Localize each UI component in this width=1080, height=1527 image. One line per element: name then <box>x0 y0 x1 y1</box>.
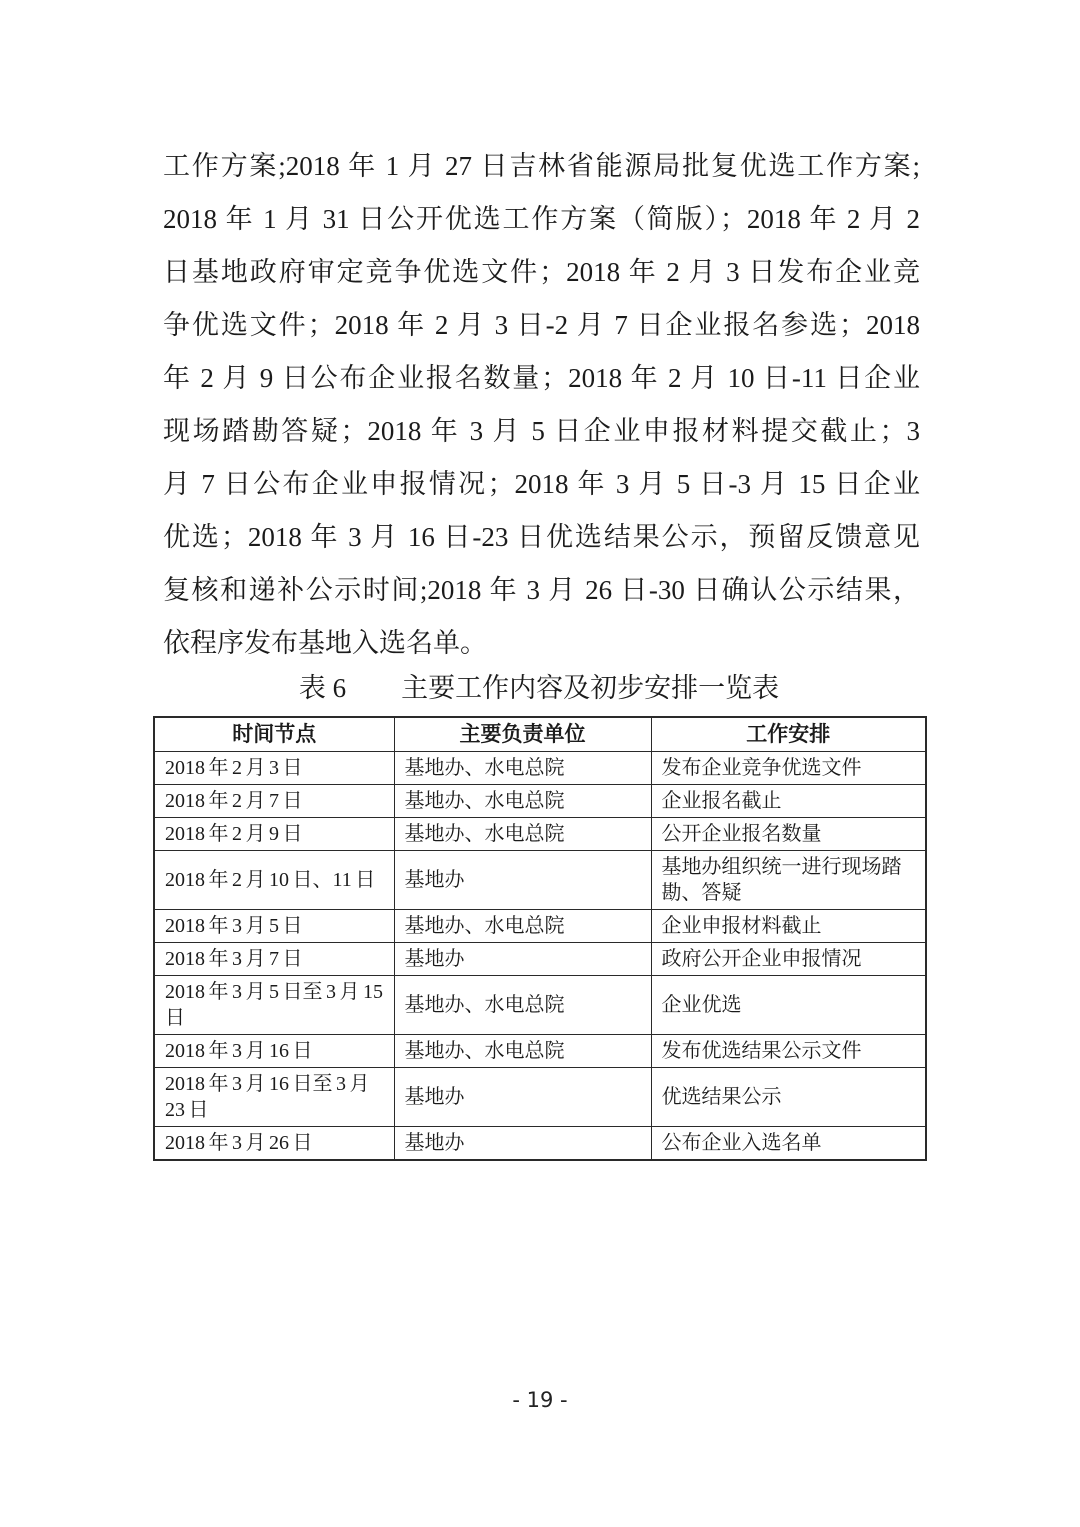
table-caption <box>153 668 925 708</box>
table-row <box>154 850 926 909</box>
table-cell-task: 优选结果公示 <box>651 1067 926 1126</box>
body-paragraph <box>163 140 920 670</box>
paragraph-line: 复核和递补公示时间;2018 年 3 月 26 日-30 日确认公示结果， <box>163 575 920 605</box>
paragraph-line: 工作方案;2018 年 1 月 27 日吉林省能源局批复优选工作方案; <box>163 151 920 181</box>
column-header-time: 时间节点 <box>154 717 394 751</box>
paragraph-line: 年 2 月 9 日公布企业报名数量；2018 年 2 月 10 日-11 日企业 <box>163 363 920 393</box>
table-cell-time: 2018 年 3 月 5 日至 3 月 15 日 <box>154 975 394 1034</box>
table-cell-time: 2018 年 3 月 16 日至 3 月 23 日 <box>154 1067 394 1126</box>
table-cell-time: 2018 年 3 月 7 日 <box>154 942 394 975</box>
table-cell-task: 基地办组织统一进行现场踏勘、答疑 <box>651 850 926 909</box>
table-cell-time: 2018 年 3 月 16 日 <box>154 1034 394 1067</box>
table-cell-unit: 基地办、水电总院 <box>394 1034 651 1067</box>
table-row <box>154 1034 926 1067</box>
table-row <box>154 1126 926 1160</box>
table-caption-title: 主要工作内容及初步安排一览表 <box>401 673 780 703</box>
table-cell-time: 2018 年 3 月 5 日 <box>154 909 394 942</box>
table-cell-task: 公开企业报名数量 <box>651 817 926 850</box>
table-cell-task: 公布企业入选名单 <box>651 1126 926 1160</box>
paragraph-line: 月 7 日公布企业申报情况；2018 年 3 月 5 日-3 月 15 日企业 <box>163 469 920 499</box>
table-row <box>154 1067 926 1126</box>
paragraph-line: 争优选文件；2018 年 2 月 3 日-2 月 7 日企业报名参选；2018 <box>163 310 920 340</box>
table-cell-unit: 基地办 <box>394 1126 651 1160</box>
paragraph-line: 2018 年 1 月 31 日公开优选工作方案（简版）；2018 年 2 月 2 <box>163 204 920 234</box>
table-cell-task: 企业报名截止 <box>651 784 926 817</box>
paragraph-line: 优选；2018 年 3 月 16 日-23 日优选结果公示，预留反馈意见 <box>163 522 920 552</box>
table-cell-unit: 基地办 <box>394 850 651 909</box>
table-cell-task: 发布企业竞争优选文件 <box>651 751 926 784</box>
column-header-task: 工作安排 <box>651 717 926 751</box>
page-number: - 19 - <box>512 1388 568 1412</box>
table-cell-task: 政府公开企业申报情况 <box>651 942 926 975</box>
table-row <box>154 909 926 942</box>
table-cell-time: 2018 年 2 月 10 日、11 日 <box>154 850 394 909</box>
table-row <box>154 817 926 850</box>
table-cell-unit: 基地办 <box>394 942 651 975</box>
table-cell-unit: 基地办、水电总院 <box>394 817 651 850</box>
table-caption-number: 表 6 <box>298 673 347 703</box>
table-cell-unit: 基地办、水电总院 <box>394 975 651 1034</box>
table-cell-time: 2018 年 3 月 26 日 <box>154 1126 394 1160</box>
table-row <box>154 784 926 817</box>
table-row <box>154 942 926 975</box>
schedule-table <box>153 716 927 1161</box>
table-cell-time: 2018 年 2 月 3 日 <box>154 751 394 784</box>
table-cell-task: 企业申报材料截止 <box>651 909 926 942</box>
table-cell-unit: 基地办、水电总院 <box>394 909 651 942</box>
table-header-row <box>154 717 926 751</box>
paragraph-line: 日基地政府审定竞争优选文件；2018 年 2 月 3 日发布企业竞 <box>163 257 920 287</box>
paragraph-line: 依程序发布基地入选名单。 <box>163 628 487 658</box>
table-cell-unit: 基地办、水电总院 <box>394 784 651 817</box>
table-cell-task: 企业优选 <box>651 975 926 1034</box>
table-cell-unit: 基地办 <box>394 1067 651 1126</box>
column-header-unit: 主要负责单位 <box>394 717 651 751</box>
table-cell-time: 2018 年 2 月 9 日 <box>154 817 394 850</box>
table-row <box>154 975 926 1034</box>
table-cell-task: 发布优选结果公示文件 <box>651 1034 926 1067</box>
table-cell-unit: 基地办、水电总院 <box>394 751 651 784</box>
paragraph-line: 现场踏勘答疑；2018 年 3 月 5 日企业申报材料提交截止；3 <box>163 416 920 446</box>
table-row <box>154 751 926 784</box>
table-cell-time: 2018 年 2 月 7 日 <box>154 784 394 817</box>
